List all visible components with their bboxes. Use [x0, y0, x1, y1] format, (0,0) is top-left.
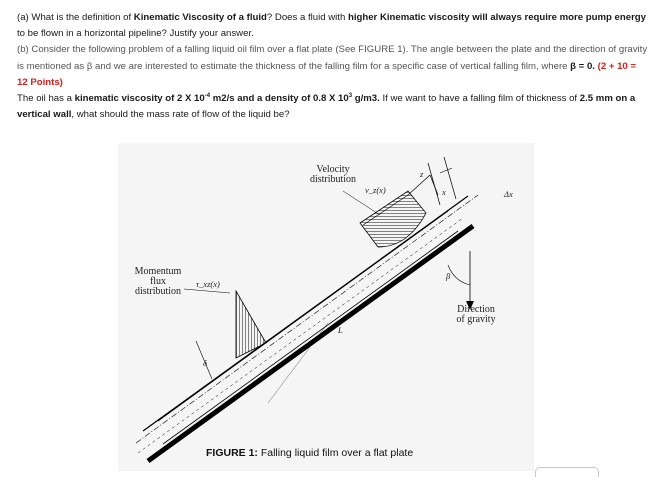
x-label: x	[442, 187, 446, 197]
delta-x-label: Δx	[504, 189, 513, 199]
delta-label: δ	[203, 358, 207, 368]
part-a: (a) What is the definition of Kinematic Viscosity of a fluid? Does a fluid with higher Kinematic viscosity will always require more pump energy to be flown in a horizontal pipeline? Justify your answer.	[17, 12, 647, 40]
tau-label: τ_xz(x)	[196, 279, 220, 289]
momentum-label: Momentum flux distribution	[134, 266, 182, 297]
figure-caption: FIGURE 1: Falling liquid film over a flat plate	[206, 447, 414, 459]
z-axis	[408, 175, 430, 195]
center-line	[136, 195, 478, 443]
beta-label: β	[446, 271, 451, 281]
slab-edge-1	[428, 163, 440, 205]
beta-arc	[448, 265, 470, 285]
part-c: The oil has a kinematic viscosity of 2 X $10^{-4}$ m2/s and a density of 0.8 X $10^3$ g/m3. If we want to have a falling film of thickness of 2.5 mm on a vertical wall, what should the mass rate of flow of the liquid be?	[17, 93, 636, 121]
z-label: z	[420, 169, 424, 179]
slab-gap-dim	[440, 168, 452, 173]
edge-line	[138, 218, 463, 453]
points-badge: (2 + 10 = 12 Points)	[17, 60, 637, 88]
momentum-flux-profile	[236, 291, 266, 358]
momentum-leader	[184, 289, 230, 293]
velocity-profile	[360, 191, 426, 247]
film-outer-line	[163, 231, 458, 444]
vz-label: v_z(x)	[365, 185, 386, 195]
x-axis	[430, 175, 438, 195]
question-text	[17, 10, 649, 123]
film-inner-line	[158, 211, 451, 421]
free-surface-line	[143, 196, 468, 431]
velocity-label: Velocity distribution	[309, 164, 357, 185]
figure-falling-film	[118, 143, 534, 471]
part-b: (b) Consider the following problem of a falling liquid oil film over a flat plate (See FIGURE 1). The angle between the plate and the direction of gravity is mentioned as β and we are interested to estimate the thickness of the falling film for a specific case of vertical falling film, where β = 0. (2 + 10 = 12 Points)	[17, 44, 648, 88]
L-label: L	[338, 325, 343, 335]
direction-label: Direction of gravity	[456, 304, 496, 325]
